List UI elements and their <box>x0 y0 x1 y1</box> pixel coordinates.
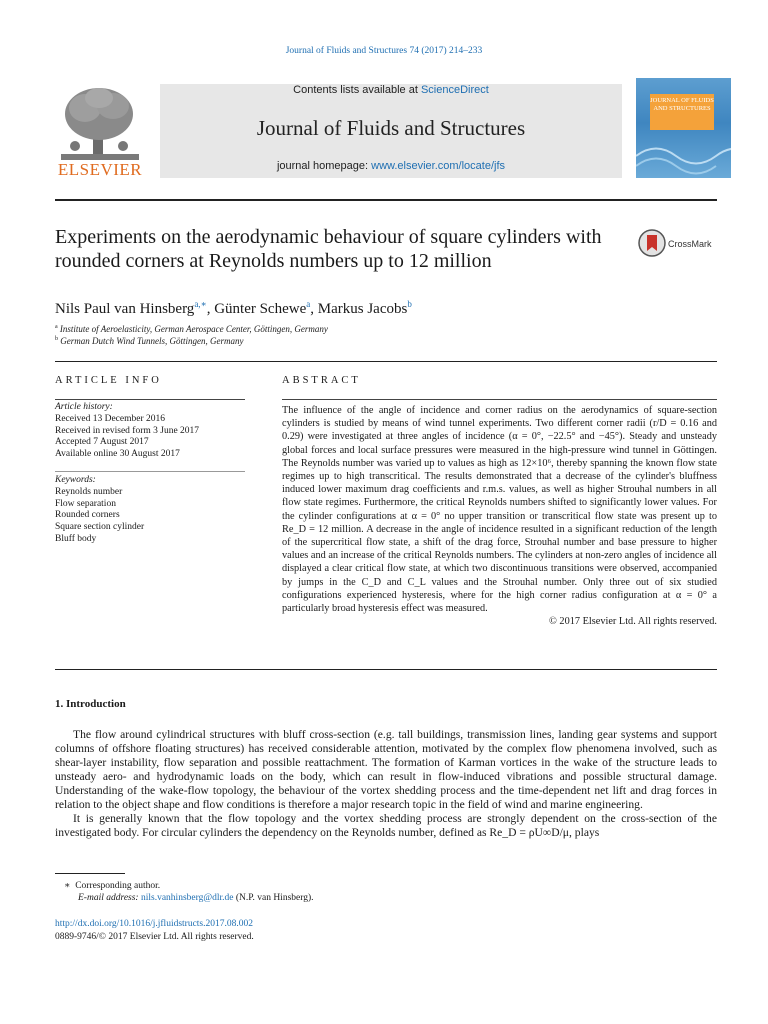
homepage-prefix: journal homepage: <box>276 160 372 172</box>
homepage-line <box>160 160 622 172</box>
author-name: Günter Schewe <box>214 301 307 317</box>
keyword-item: Rounded corners <box>55 510 120 521</box>
history-label: Article history: <box>55 402 113 412</box>
doi-link[interactable]: http://dx.doi.org/10.1016/j.jfluidstructs.2017.08.002 <box>55 919 254 929</box>
corresponding-mark: ∗ <box>64 881 71 891</box>
email-suffix: (N.P. van Hinsberg). <box>233 893 314 903</box>
article-info-heading: ARTICLE INFO <box>55 375 162 386</box>
corresponding-footnote <box>64 880 160 891</box>
history-item: Accepted 7 August 2017 <box>55 437 149 448</box>
title-rule <box>55 361 717 362</box>
keyword-item: Flow separation <box>55 498 116 509</box>
footnote-rule <box>55 873 125 874</box>
affiliation-mark: a <box>55 324 58 330</box>
keyword-item: Bluff body <box>55 533 97 544</box>
info-rule <box>55 399 245 400</box>
affiliation-text: German Dutch Wind Tunnels, Göttingen, Germany <box>60 336 244 346</box>
journal-cover-image <box>636 78 731 178</box>
abstract-rule <box>282 399 717 400</box>
author-name: Nils Paul van Hinsberg <box>55 301 195 317</box>
journal-citation[interactable]: Journal of Fluids and Structures 74 (2017) 214–233 <box>285 46 483 56</box>
intro-body <box>55 728 717 840</box>
body-paragraph: It is generally known that the flow topology and the vortex shedding process are strongly dependent on the cross-section of the investigated body. For circular cylinders the dependency on the Reynolds number, defined as Re_D = ρU∞D/μ, plays <box>55 812 717 839</box>
crossmark-icon[interactable] <box>638 229 666 257</box>
affiliation-mark: b <box>55 336 58 342</box>
abstract-heading: ABSTRACT <box>282 375 361 386</box>
affiliation <box>55 324 328 334</box>
email-link[interactable]: nils.vanhinsberg@dlr.de <box>140 893 234 903</box>
homepage-link[interactable]: www.elsevier.com/locate/jfs <box>371 160 506 172</box>
corresponding-text: Corresponding author. <box>75 881 161 891</box>
crossmark-label[interactable]: CrossMark <box>668 239 712 249</box>
abstract-text: The influence of the angle of incidence and corner radius on the aerodynamics of square-section cylinders is studied by means of wind tunnel experiments. Two different corner radii (r/D = 0.16 and 0.29) were investigated at three angles of incidence (α = 0°, −22.5° and −45°). Steady and unsteady global forces and local surface pressures were measured in the high-pressure wind tunnel in Göttingen. The Reynolds number was varied up to values as high as 12×10⁶, thereby spanning the known flow state regimes up to high transcritical. The results demonstrated that a decrease of the cylinder's bluffness induced lower maximum drag coefficients and r.m.s. values, as well as higher Strouhal numbers in all flow state regimes. Furthermore, the critical Reynolds numbers shifted to significantly lower values. For the cylinder configurations at α = 0° no upper transition or transcritical flow state was present up to Re_D = 12 million. A decrease in the angle of incidence resulted in a significant reduction of the length of the supercritical flow state, a shift of the drag force, Strouhal number and base pressure to higher values and an increase of the critical Reynolds numbers. The cylinders at non-zero angles of incidence all displayed a clear critical flow state, at which two discontinuous transitions were observed, accompanied by jumps in the C_D and C_L values and the Strouhal number. Only three out of six studied configurations experienced hysteresis, where for the high corner radius configuration at α = 0° a particularly broad hysteresis effect was measured. <box>282 405 717 615</box>
history-item: Received in revised form 3 June 2017 <box>55 425 200 436</box>
email-label: E-mail address: <box>78 893 141 903</box>
contents-line <box>160 84 622 96</box>
keywords-label: Keywords: <box>55 475 96 485</box>
abstract-body <box>282 404 717 628</box>
abstract-copyright: © 2017 Elsevier Ltd. All rights reserved. <box>549 616 717 628</box>
cover-title: JOURNAL OF FLUIDS AND STRUCTURES <box>650 94 714 130</box>
author-name: Markus Jacobs <box>317 301 408 317</box>
header-rule <box>55 199 717 201</box>
history-item: Available online 30 August 2017 <box>55 449 180 460</box>
affiliation-text: Institute of Aeroelasticity, German Aerospace Center, Göttingen, Germany <box>59 324 328 334</box>
issn-line: 0889-9746/© 2017 Elsevier Ltd. All rights reserved. <box>55 932 254 942</box>
article-history <box>55 402 255 461</box>
history-item: Received 13 December 2016 <box>55 413 165 424</box>
keywords <box>55 475 255 546</box>
keyword-item: Reynolds number <box>55 486 123 497</box>
author-affiliation-mark[interactable]: a <box>306 299 311 309</box>
body-paragraph: The flow around cylindrical structures with bluff cross-section (e.g. tall buildings, transmission lines, landing gear systems and support columns of offshore floating structures) has received considerable attention, motivated by the complex flow phenomena involved, such as shear-layer instability, flow separation and possible reattachment. The formation of Karman vortices in the wake of the structure leads to unsteady aero- and hydrodynamic loads on the body, which can result in flow-induced vibrations and possible structural damage. Understanding of the wake-flow topology, the behaviour of the vortex shedding process and the time-dependent net lift and drag forces in relation to the object shape and flow conditions is therefore a major research topic in the field of wind and marine engineering. <box>55 728 717 811</box>
publisher-name: ELSEVIER <box>57 160 143 179</box>
sciencedirect-link[interactable]: ScienceDirect <box>420 84 489 96</box>
author-affiliation-mark[interactable]: b <box>407 299 412 309</box>
author-affiliation-mark[interactable]: a,∗ <box>194 299 207 309</box>
contents-prefix: Contents lists available at <box>293 84 421 96</box>
section-heading: 1. Introduction <box>55 698 126 710</box>
email-footnote <box>78 893 314 903</box>
info-rule <box>55 471 245 472</box>
paper-title: Experiments on the aerodynamic behaviour of square cylinders with rounded corners at Reynolds numbers up to 12 million <box>55 226 602 272</box>
abstract-end-rule <box>55 669 717 670</box>
author-list: Nils Paul van Hinsberg$^{a,∗}$, Günter Schewe$^a$, Markus Jacobs$^b$ <box>55 299 412 317</box>
keyword-item: Square section cylinder <box>55 522 145 533</box>
journal-title: Journal of Fluids and Structures <box>256 116 526 140</box>
affiliation <box>55 336 243 346</box>
